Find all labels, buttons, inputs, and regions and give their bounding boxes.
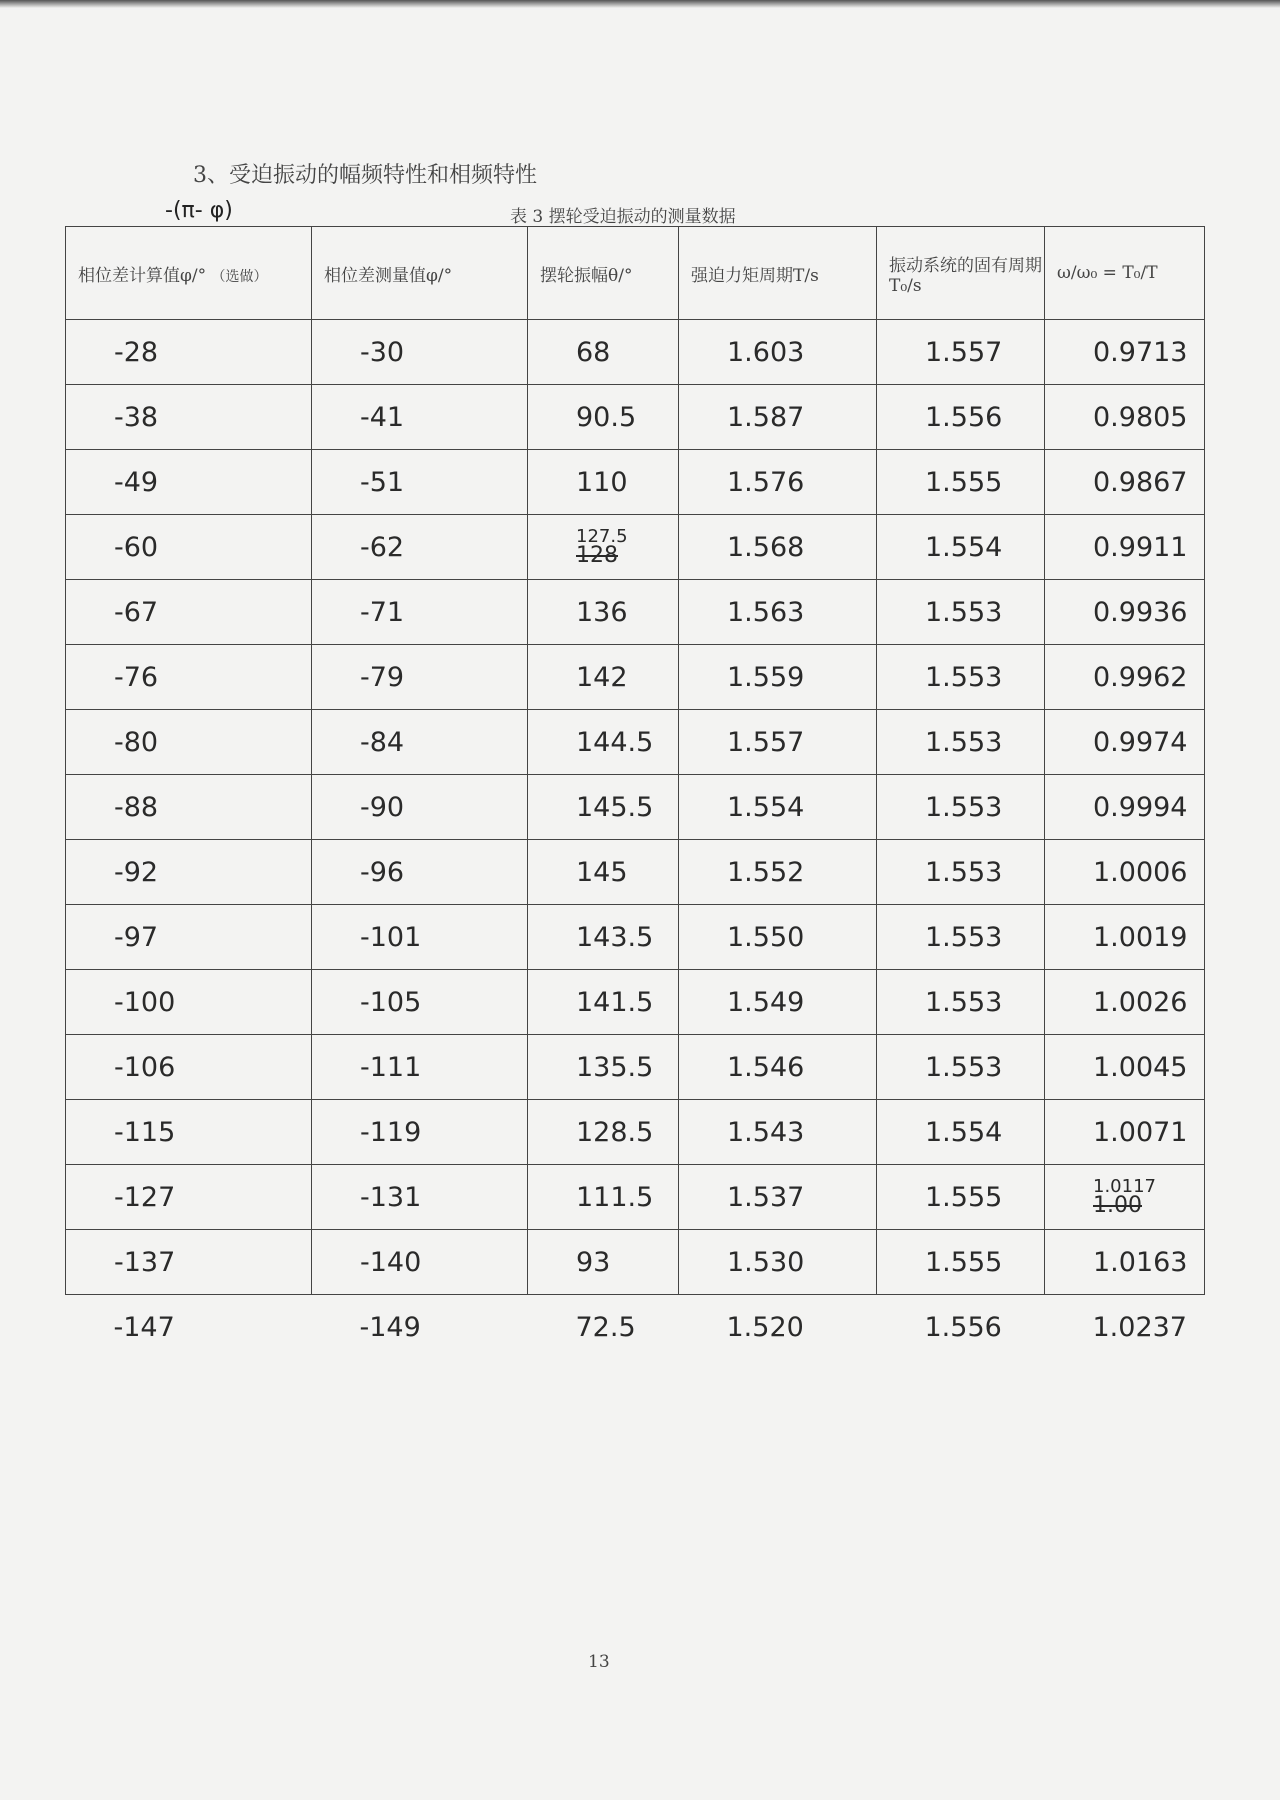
table-cell: 1.0045 xyxy=(1045,1035,1205,1100)
table-cell: 1.546 xyxy=(679,1035,877,1100)
table-cell: 142 xyxy=(528,645,679,710)
table-cell: -67 xyxy=(66,580,312,645)
table-cell: -119 xyxy=(312,1100,528,1165)
table-cell: 1.563 xyxy=(679,580,877,645)
table-cell: 1.559 xyxy=(679,645,877,710)
page-number: 13 xyxy=(588,1652,610,1672)
table-cell: 1.552 xyxy=(679,840,877,905)
header-amplitude: 摆轮振幅θ/° xyxy=(528,227,679,320)
table-cell: 1.554 xyxy=(679,775,877,840)
table-row xyxy=(66,645,1205,710)
table-cell: -41 xyxy=(312,385,528,450)
table-cell: -147 xyxy=(113,1311,175,1343)
table-cell: 1.553 xyxy=(877,645,1045,710)
struck-value: 1.00 xyxy=(1093,1193,1142,1218)
table-cell: 136 xyxy=(528,580,679,645)
table-cell: 1.576 xyxy=(679,450,877,515)
table-row xyxy=(66,1295,1205,1360)
table-cell: 68 xyxy=(528,320,679,385)
handwritten-annotation: -(π- φ) xyxy=(165,198,233,223)
table-cell: 145.5 xyxy=(528,775,679,840)
table-cell: -149 xyxy=(359,1311,421,1343)
table-cell: -84 xyxy=(312,710,528,775)
table-caption: 表 3 摆轮受迫振动的测量数据 xyxy=(510,207,736,227)
table-row xyxy=(66,905,1205,970)
header-label: 相位差计算值φ/° xyxy=(78,265,207,286)
table-cell: -71 xyxy=(312,580,528,645)
header-phase-measured: 相位差测量值φ/° xyxy=(312,227,528,320)
table-cell: 1.553 xyxy=(877,580,1045,645)
table-row xyxy=(66,450,1205,515)
table-cell: 1.603 xyxy=(679,320,877,385)
table-cell: -106 xyxy=(66,1035,312,1100)
table-row xyxy=(66,970,1205,1035)
table-cell: -76 xyxy=(66,645,312,710)
table-cell xyxy=(1045,1165,1205,1230)
table-cell: -96 xyxy=(312,840,528,905)
table-cell: 1.543 xyxy=(679,1100,877,1165)
table-row xyxy=(66,515,1205,580)
table-row xyxy=(66,385,1205,450)
table-cell: 1.553 xyxy=(877,775,1045,840)
table-cell: 1.556 xyxy=(924,1311,1002,1343)
table-row xyxy=(66,320,1205,385)
table-cell: 1.556 xyxy=(877,385,1045,450)
table-cell: 90.5 xyxy=(528,385,679,450)
table-cell: 1.553 xyxy=(877,905,1045,970)
table-cell: 1.0071 xyxy=(1045,1100,1205,1165)
table-cell: 1.568 xyxy=(679,515,877,580)
table-cell: 1.587 xyxy=(679,385,877,450)
table-cell: 1.0019 xyxy=(1045,905,1205,970)
table-cell: 0.9936 xyxy=(1045,580,1205,645)
header-forcing-period: 强迫力矩周期T/s xyxy=(679,227,877,320)
table-cell: 1.557 xyxy=(877,320,1045,385)
table-cell: 135.5 xyxy=(528,1035,679,1100)
table-cell: -51 xyxy=(312,450,528,515)
table-cell: -80 xyxy=(66,710,312,775)
table-cell: 143.5 xyxy=(528,905,679,970)
table-cell: 0.9974 xyxy=(1045,710,1205,775)
table-cell: -127 xyxy=(66,1165,312,1230)
table-cell: -30 xyxy=(312,320,528,385)
table-cell: -115 xyxy=(66,1100,312,1165)
table-cell: 1.537 xyxy=(679,1165,877,1230)
table-cell: 0.9867 xyxy=(1045,450,1205,515)
table-cell: 1.553 xyxy=(877,840,1045,905)
table-row xyxy=(66,775,1205,840)
table-row xyxy=(66,1230,1205,1295)
section-title: 3、受迫振动的幅频特性和相频特性 xyxy=(193,163,537,188)
table-cell: -100 xyxy=(66,970,312,1035)
header-phase-calc xyxy=(66,227,312,320)
table-cell: 1.554 xyxy=(877,1100,1045,1165)
table-cell: 145 xyxy=(528,840,679,905)
table-cell: -105 xyxy=(312,970,528,1035)
table-cell: -79 xyxy=(312,645,528,710)
table-cell: 0.9713 xyxy=(1045,320,1205,385)
table-cell: 1.553 xyxy=(877,970,1045,1035)
table-row xyxy=(66,1165,1205,1230)
corrected-value: 127.5 xyxy=(576,526,628,547)
header-note: （选做） xyxy=(211,268,268,285)
table-cell: -140 xyxy=(312,1230,528,1295)
table-cell: 93 xyxy=(528,1230,679,1295)
table-cell: 1.555 xyxy=(877,1230,1045,1295)
measurement-table xyxy=(65,226,1205,1359)
table-cell: -131 xyxy=(312,1165,528,1230)
table-cell: 1.549 xyxy=(679,970,877,1035)
corrected-value: 1.0117 xyxy=(1093,1176,1156,1197)
table-cell: 1.557 xyxy=(679,710,877,775)
table-cell: -101 xyxy=(312,905,528,970)
table-cell: -97 xyxy=(66,905,312,970)
table-cell: 1.0163 xyxy=(1045,1230,1205,1295)
table-cell: -49 xyxy=(66,450,312,515)
table-cell: 141.5 xyxy=(528,970,679,1035)
table-cell: -92 xyxy=(66,840,312,905)
table-cell: 1.0006 xyxy=(1045,840,1205,905)
table-cell: -38 xyxy=(66,385,312,450)
scan-edge xyxy=(0,0,1280,8)
table-cell: -111 xyxy=(312,1035,528,1100)
table-cell: -60 xyxy=(66,515,312,580)
table-cell: -62 xyxy=(312,515,528,580)
table-cell: 1.555 xyxy=(877,450,1045,515)
table-cell: 1.520 xyxy=(726,1311,804,1343)
table-header-row xyxy=(66,227,1205,320)
table-cell: 0.9994 xyxy=(1045,775,1205,840)
table-cell: 1.555 xyxy=(877,1165,1045,1230)
table-cell: 0.9911 xyxy=(1045,515,1205,580)
table-row xyxy=(66,710,1205,775)
table-cell: 0.9805 xyxy=(1045,385,1205,450)
table-cell: 1.554 xyxy=(877,515,1045,580)
table-cell: 110 xyxy=(528,450,679,515)
table-cell: -88 xyxy=(66,775,312,840)
table-row xyxy=(66,1100,1205,1165)
table-cell xyxy=(528,515,679,580)
table-cell: 111.5 xyxy=(528,1165,679,1230)
table-cell: 72.5 xyxy=(575,1311,636,1343)
table-cell: -28 xyxy=(66,320,312,385)
table-cell: 1.0237 xyxy=(1092,1311,1187,1343)
table-cell: 1.550 xyxy=(679,905,877,970)
header-frequency-ratio: ω/ω₀ = T₀/T xyxy=(1045,227,1205,320)
table-row xyxy=(66,580,1205,645)
table-cell: 1.553 xyxy=(877,710,1045,775)
table-cell: -137 xyxy=(66,1230,312,1295)
struck-value: 128 xyxy=(576,543,618,568)
table-cell: 1.553 xyxy=(877,1035,1045,1100)
table-cell: 1.0026 xyxy=(1045,970,1205,1035)
header-natural-period: 振动系统的固有周期T₀/s xyxy=(877,227,1045,320)
table-cell: 0.9962 xyxy=(1045,645,1205,710)
table-row xyxy=(66,840,1205,905)
table-cell: -90 xyxy=(312,775,528,840)
table-row xyxy=(66,1035,1205,1100)
table-cell: 144.5 xyxy=(528,710,679,775)
table-cell: 1.530 xyxy=(679,1230,877,1295)
table-cell: 128.5 xyxy=(528,1100,679,1165)
